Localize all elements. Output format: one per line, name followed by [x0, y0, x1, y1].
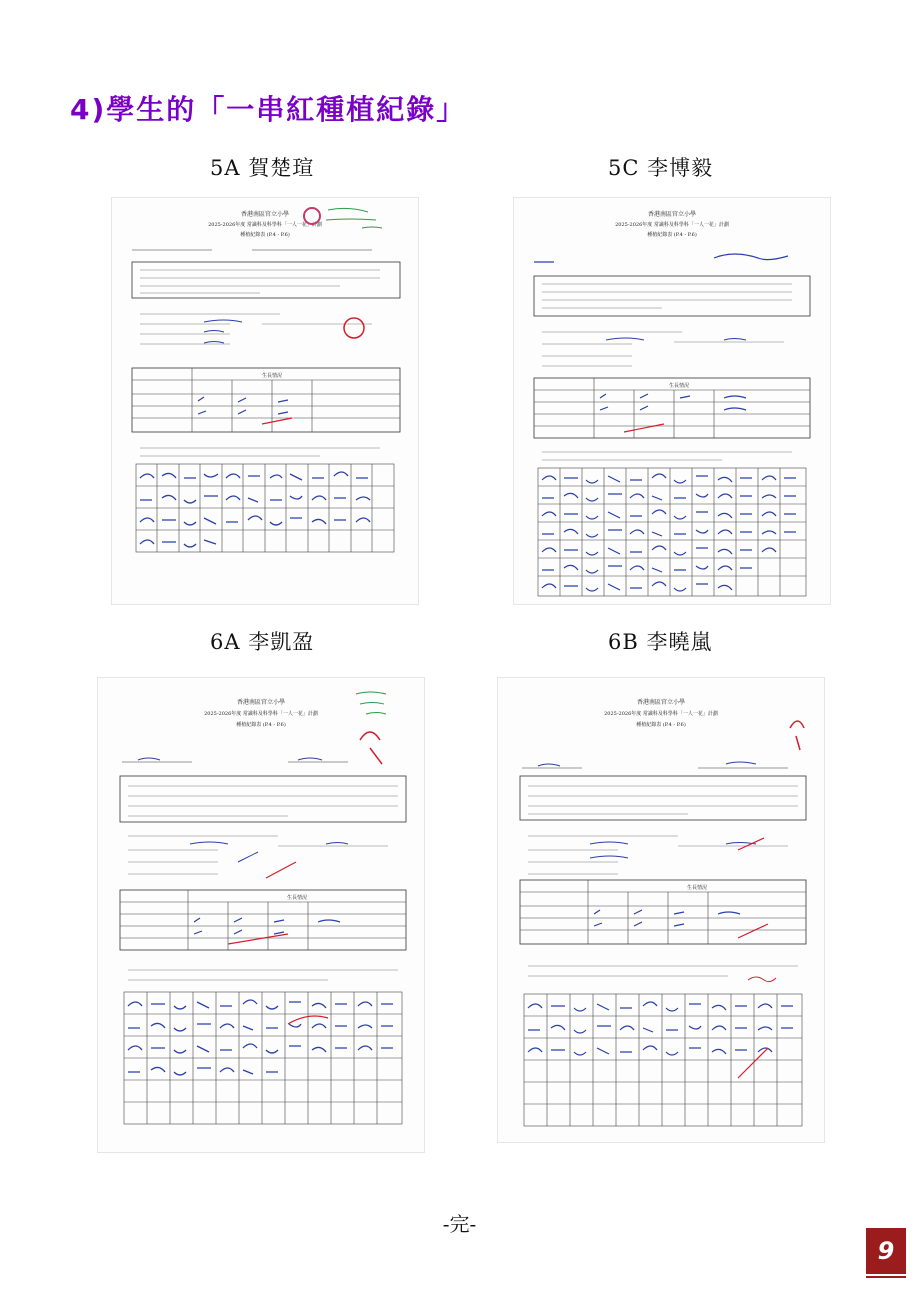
svg-text:種植紀錄表 (P.4 - P.6): 種植紀錄表 (P.4 - P.6) [647, 232, 697, 238]
svg-text:生長情況: 生長情況 [286, 895, 308, 901]
svg-text:香港南區官立小學: 香港南區官立小學 [647, 211, 697, 218]
svg-text:2025-2026年度 常識科及科學科「一人一花」計劃: 2025-2026年度 常識科及科學科「一人一花」計劃 [604, 711, 718, 717]
sheet-project-title: 2025-2026年度 常識科及科學科「一人一花」計劃 [208, 222, 322, 228]
record-caption-6a: 6A 李凱盈 [210, 630, 315, 654]
svg-text:生長情況: 生長情況 [686, 885, 708, 891]
svg-text:香港南區官立小學: 香港南區官立小學 [636, 699, 686, 706]
scanned-record-sheet-5c [514, 198, 830, 604]
sheet-school-name: 香港南區官立小學 [240, 211, 290, 218]
svg-text:2025-2026年度 常識科及科學科「一人一花」計劃: 2025-2026年度 常識科及科學科「一人一花」計劃 [615, 222, 729, 228]
svg-text:生長情況: 生長情況 [261, 373, 283, 379]
record-caption-5c: 5C 李博毅 [608, 156, 714, 180]
record-caption-5a: 5A 賀楚瑄 [210, 156, 315, 180]
page-number-badge: 9 [866, 1228, 906, 1274]
scanned-record-sheet-6a [98, 678, 424, 1152]
svg-text:生長情況: 生長情況 [668, 383, 690, 389]
scanned-record-sheet-6b [498, 678, 824, 1142]
teacher-seal-icon [344, 318, 364, 338]
scanned-record-sheet-5a [112, 198, 418, 604]
page-badge-underline [866, 1276, 906, 1278]
svg-text:香港南區官立小學: 香港南區官立小學 [236, 699, 286, 706]
svg-text:種植紀錄表 (P.4 - P.6): 種植紀錄表 (P.4 - P.6) [636, 722, 686, 728]
sheet-title: 種植紀錄表 (P.4 - P.6) [240, 232, 290, 238]
section-heading: 4)學生的「一串紅種植紀錄」 [70, 93, 467, 126]
teacher-comment-scribble [326, 208, 382, 228]
end-mark: -完- [442, 1212, 477, 1236]
record-caption-6b: 6B 李曉嵐 [608, 630, 713, 654]
svg-text:種植紀錄表 (P.4 - P.6): 種植紀錄表 (P.4 - P.6) [236, 722, 286, 728]
svg-text:2025-2026年度 常識科及科學科「一人一花」計劃: 2025-2026年度 常識科及科學科「一人一花」計劃 [204, 711, 318, 717]
